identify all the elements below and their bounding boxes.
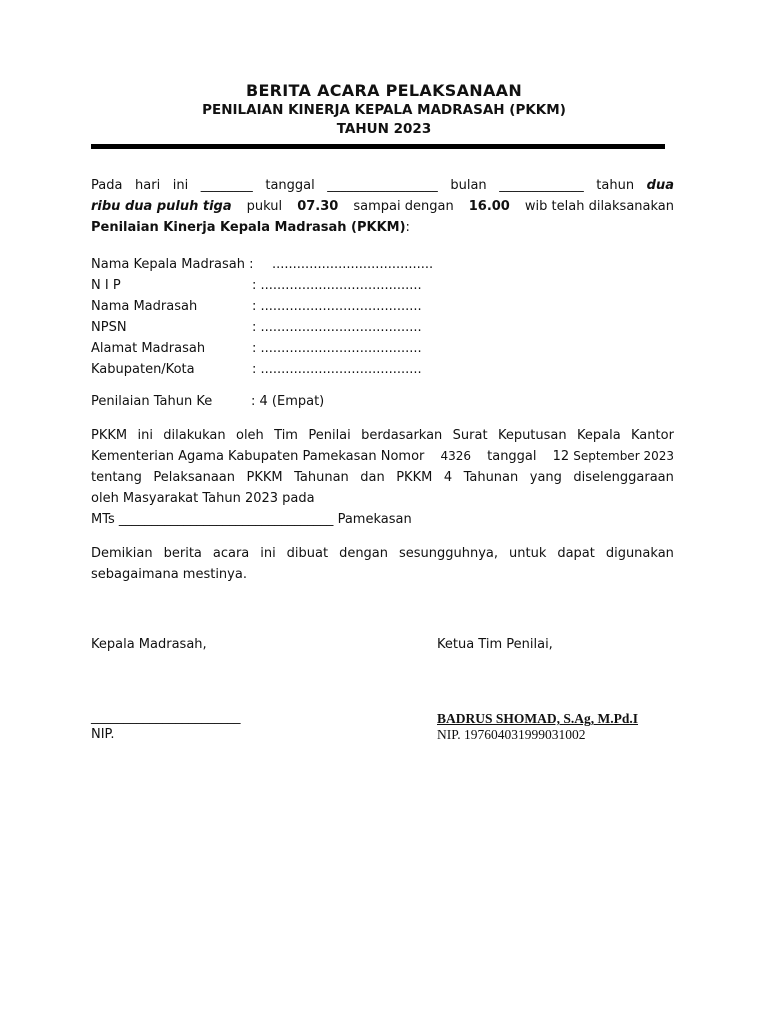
word: Demikian — [91, 546, 153, 561]
word: yang — [529, 470, 562, 485]
word: Pelaksanaan — [153, 470, 236, 485]
closing-line-1 — [91, 546, 674, 561]
para2-line-4: oleh Masyarakat Tahun 2023 pada — [91, 491, 315, 506]
left-signature-title: Kepala Madrasah, — [91, 637, 207, 652]
decree-month-year: September 2023 — [573, 449, 674, 463]
word: Kepala — [576, 428, 621, 443]
word: dan — [360, 470, 385, 485]
word: Tahunan — [294, 470, 349, 485]
para2-line-5 — [91, 512, 674, 527]
field-value: : ....................................... — [252, 299, 422, 314]
intro-word: hari — [135, 178, 161, 193]
intro-line-3 — [91, 220, 674, 235]
penilaian-value: : 4 (Empat) — [251, 394, 325, 409]
intro-line-2 — [91, 199, 674, 214]
mts-blank: _________________________________ — [118, 512, 334, 527]
word: oleh — [235, 428, 264, 443]
penilaian-row — [91, 394, 674, 409]
field-value: : ....................................... — [252, 341, 422, 356]
field-label: Nama Kepala Madrasah : — [91, 257, 254, 272]
right-signatory-name: BADRUS SHOMAD, S.Ag, M.Pd.I — [437, 711, 639, 726]
word: digunakan — [605, 546, 674, 561]
word: Surat — [452, 428, 488, 443]
word: Keputusan — [497, 428, 567, 443]
intro-colon: : — [405, 220, 410, 235]
left-signature-line: _______________________ — [91, 710, 241, 725]
field-label: Nama Madrasah — [91, 299, 198, 314]
intro-line-1 — [91, 178, 674, 193]
word: diselenggaraan — [573, 470, 674, 485]
intro-word: Pada — [91, 178, 123, 193]
blank-date: _________________ — [327, 178, 438, 193]
word: sesungguhnya, — [398, 546, 499, 561]
document-subtitle: PENILAIAN KINERJA KEPALA MADRASAH (PKKM) — [202, 102, 566, 118]
word: dengan — [339, 546, 389, 561]
decree-date — [553, 449, 674, 464]
field-label: N I P — [91, 278, 121, 293]
header-rule — [91, 144, 665, 149]
para2-text: Kementerian Agama Kabupaten Pamekasan Nomor — [91, 449, 425, 464]
field-value: : ....................................... — [252, 320, 422, 335]
field-label: Kabupaten/Kota — [91, 362, 195, 377]
para2-line-1 — [91, 428, 674, 443]
word: PKKM — [396, 470, 433, 485]
decree-day: 12 — [552, 449, 570, 464]
blank-month: _____________ — [499, 178, 584, 193]
blank-day: ________ — [200, 178, 253, 193]
word: 4 — [443, 470, 453, 485]
intro-word: ini — [172, 178, 189, 193]
left-nip: NIP. — [91, 727, 115, 742]
word: Tahunan — [463, 470, 519, 485]
document-year: TAHUN 2023 — [336, 121, 432, 137]
intro-word: wib telah dilaksanakan — [524, 199, 674, 214]
word: PKKM — [91, 428, 128, 443]
decree-number: 4326 — [440, 449, 472, 463]
word: ini — [260, 546, 276, 561]
right-signature-title: Ketua Tim Penilai, — [437, 637, 553, 652]
intro-word: pukul — [246, 199, 283, 214]
penilaian-label: Penilaian Tahun Ke — [91, 394, 213, 409]
intro-word: sampai dengan — [353, 199, 454, 214]
word: dilakukan — [163, 428, 226, 443]
year-word-dua: dua — [646, 178, 674, 193]
word: dibuat — [286, 546, 329, 561]
field-value: : ....................................... — [252, 362, 422, 377]
word: dapat — [557, 546, 595, 561]
field-value: ....................................... — [272, 257, 434, 272]
para2-text: tanggal — [487, 449, 537, 464]
document-title: BERITA ACARA PELAKSANAAN — [245, 81, 523, 100]
para2-line-2 — [91, 449, 674, 464]
word: tentang — [91, 470, 142, 485]
time-end: 16.00 — [468, 199, 510, 214]
closing-line-2: sebagaimana mestinya. — [91, 567, 247, 582]
word: Tim — [274, 428, 298, 443]
word: Kantor — [631, 428, 674, 443]
word: PKKM — [246, 470, 283, 485]
word: ini — [137, 428, 153, 443]
word: untuk — [509, 546, 547, 561]
intro-word: bulan — [450, 178, 487, 193]
mts-prefix: MTs — [91, 512, 115, 527]
word: berdasarkan — [361, 428, 443, 443]
mts-suffix: Pamekasan — [337, 512, 412, 527]
word: acara — [212, 546, 250, 561]
field-label: Alamat Madrasah — [91, 341, 206, 356]
right-nip: NIP. 197604031999031002 — [437, 727, 586, 742]
word: berita — [163, 546, 202, 561]
field-label: NPSN — [91, 320, 127, 335]
intro-word: tanggal — [265, 178, 315, 193]
para2-line-3 — [91, 470, 674, 485]
year-words: ribu dua puluh tiga — [91, 199, 232, 214]
word: Penilai — [308, 428, 351, 443]
intro-word: tahun — [596, 178, 635, 193]
time-start: 07.30 — [297, 199, 339, 214]
field-value: : ....................................... — [252, 278, 422, 293]
activity-name: Penilaian Kinerja Kepala Madrasah (PKKM) — [91, 220, 406, 235]
